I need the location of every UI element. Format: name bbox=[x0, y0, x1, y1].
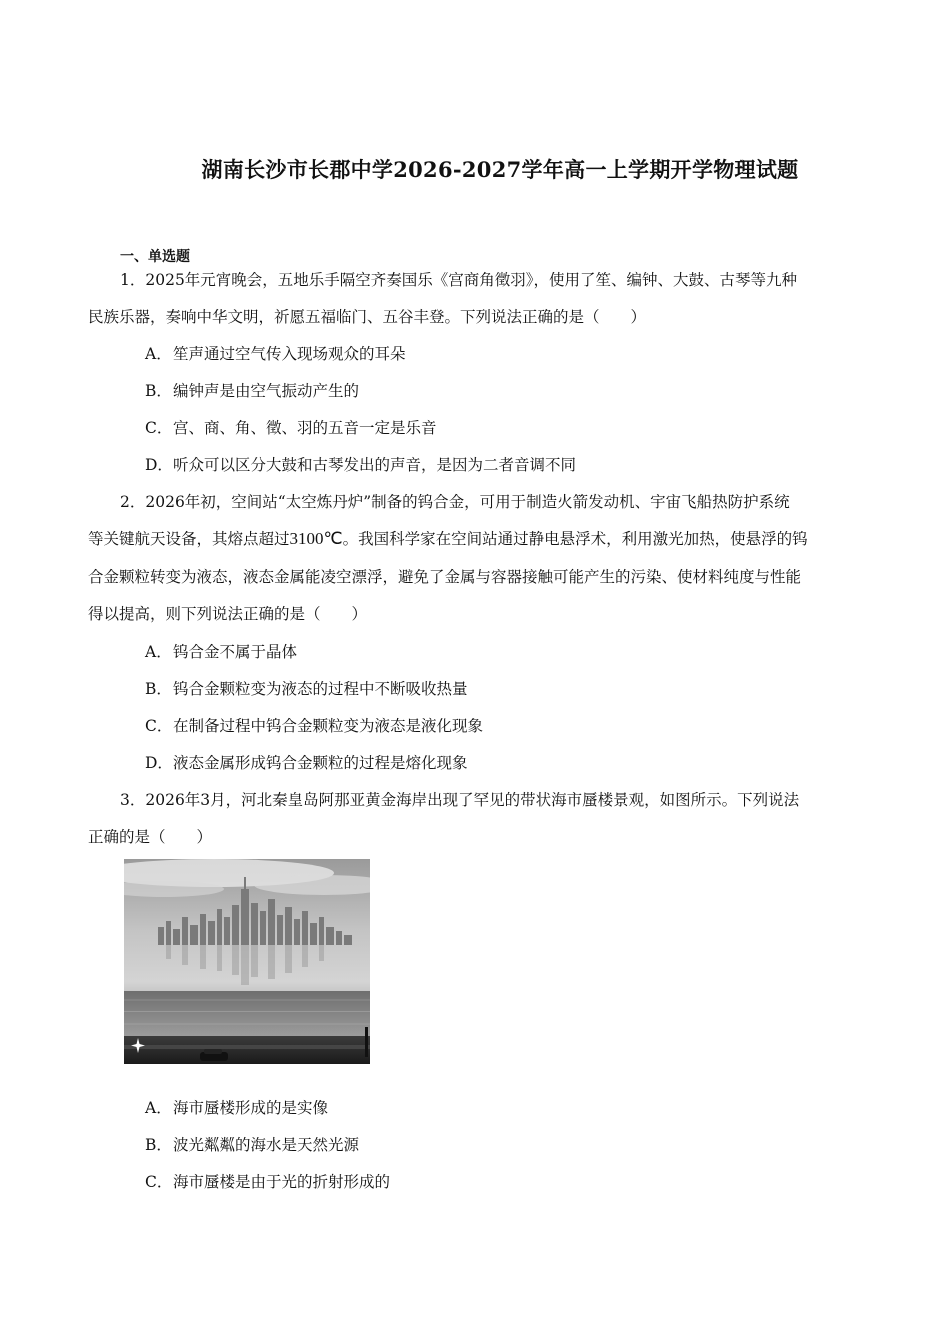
q1-option-c bbox=[145, 418, 437, 438]
option-text: 听众可以区分大鼓和古琴发出的声音，是因为二者音调不同 bbox=[173, 456, 577, 474]
q2-option-b bbox=[145, 679, 468, 699]
option-text: 在制备过程中钨合金颗粒变为液态是液化现象 bbox=[173, 717, 484, 735]
option-label: B． bbox=[145, 1136, 172, 1154]
option-label: A． bbox=[145, 643, 172, 661]
q3-option-c bbox=[145, 1172, 390, 1192]
option-text: 钨合金颗粒变为液态的过程中不断吸收热量 bbox=[173, 680, 468, 698]
page-title: 湖南长沙市长郡中学2026-2027学年高一上学期开学物理试题 bbox=[201, 157, 799, 182]
q3-option-b bbox=[145, 1135, 359, 1155]
option-text: 编钟声是由空气振动产生的 bbox=[173, 382, 360, 400]
option-label: B． bbox=[145, 680, 172, 698]
q2-stem-line4: 得以提高，则下列说法正确的是（ ） bbox=[88, 605, 368, 623]
option-label: A． bbox=[145, 1099, 172, 1117]
option-label: C． bbox=[145, 419, 173, 437]
q2-stem-line3: 合金颗粒转变为液态，液态金属能凌空漂浮，避免了金属与容器接触可能产生的污染、使材料纯度与性能 bbox=[88, 568, 802, 586]
option-label: D． bbox=[145, 754, 173, 772]
option-text: 海市蜃楼是由于光的折射形成的 bbox=[173, 1173, 391, 1191]
q1-option-a bbox=[145, 344, 406, 364]
option-label: C． bbox=[145, 717, 173, 735]
option-label: A． bbox=[145, 345, 172, 363]
q3-option-a bbox=[145, 1098, 328, 1118]
q1-option-b bbox=[145, 381, 359, 401]
mirage-photo bbox=[124, 859, 370, 1064]
option-label: D． bbox=[145, 456, 173, 474]
q3-stem-line2: 正确的是（ ） bbox=[88, 828, 213, 846]
q2-option-c bbox=[145, 716, 483, 736]
q2-stem-text-a: 等关键航天设备，其熔点超过 bbox=[88, 530, 290, 548]
q2-option-a bbox=[145, 642, 297, 662]
option-text: 海市蜃楼形成的是实像 bbox=[173, 1099, 329, 1117]
q1-stem-line2: 民族乐器，奏响中华文明，祈愿五福临门、五谷丰登。下列说法正确的是（ ） bbox=[88, 308, 647, 326]
option-label: B． bbox=[145, 382, 172, 400]
q2-stem-line1: 2．2026年初，空间站“太空炼丹炉”制备的钨合金，可用于制造火箭发动机、宇宙飞船热防护系统 bbox=[120, 493, 790, 511]
melting-point-value: 3100℃ bbox=[289, 529, 343, 548]
option-text: 笙声通过空气传入现场观众的耳朵 bbox=[173, 345, 406, 363]
section-heading: 一、单选题 bbox=[120, 249, 190, 265]
option-text: 波光粼粼的海水是天然光源 bbox=[173, 1136, 360, 1154]
q2-option-d bbox=[145, 753, 468, 773]
option-text: 液态金属形成钨合金颗粒的过程是熔化现象 bbox=[173, 754, 468, 772]
q2-stem-text-b: 。我国科学家在空间站通过静电悬浮术，利用激光加热，使悬浮的钨 bbox=[342, 530, 808, 548]
q1-option-d bbox=[145, 455, 576, 475]
q3-stem-line1: 3．2026年3月，河北秦皇岛阿那亚黄金海岸出现了罕见的带状海市蜃楼景观，如图所示。下列说法 bbox=[120, 791, 800, 809]
q1-stem-line1: 1．2025年元宵晚会，五地乐手隔空齐奏国乐《宫商角徵羽》，使用了笙、编钟、大鼓、古琴等九种 bbox=[120, 271, 798, 289]
q2-stem-line2 bbox=[88, 529, 808, 549]
option-text: 宫、商、角、徵、羽的五音一定是乐音 bbox=[173, 419, 437, 437]
option-label: C． bbox=[145, 1173, 173, 1191]
option-text: 钨合金不属于晶体 bbox=[173, 643, 298, 661]
